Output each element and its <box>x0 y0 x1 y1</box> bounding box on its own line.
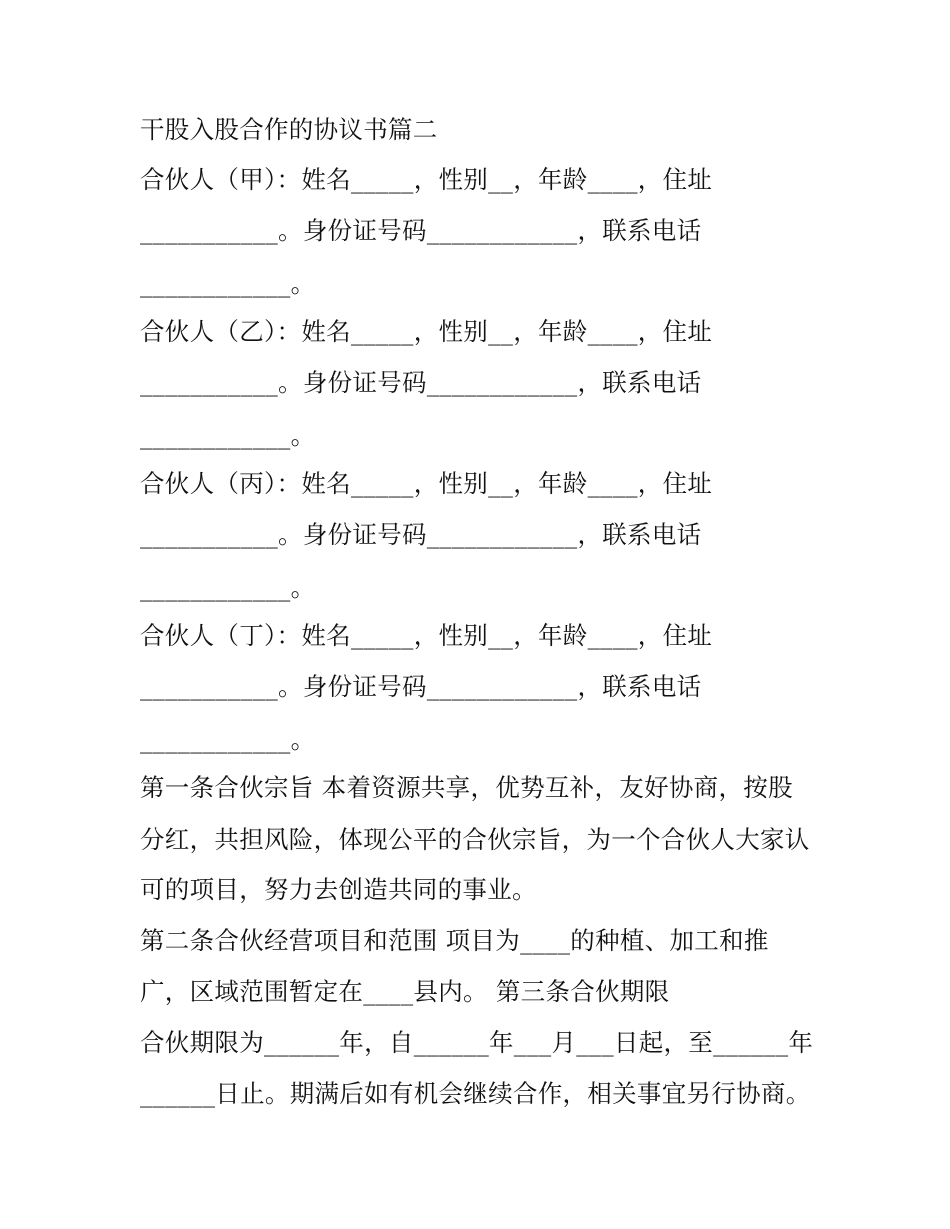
partner-b-line-2: ___________。身份证号码____________，联系电话 <box>140 368 702 397</box>
partner-a-line-2: ___________。身份证号码____________，联系电话 <box>140 216 702 245</box>
clause-line-2: 分红，共担风险，体现公平的合伙宗旨，为一个合伙人大家认 <box>140 825 810 854</box>
document-title: 干股入股合作的协议书篇二 <box>140 115 438 144</box>
clause-line-6: 合伙期限为______年，自______年___月___日起，至______年 <box>140 1028 814 1057</box>
partner-c-line-2: ___________。身份证号码____________，联系电话 <box>140 520 702 549</box>
clause-line-1: 第一条合伙宗旨 本着资源共享，优势互补，友好协商，按股 <box>140 773 793 802</box>
clause-line-3: 可的项目，努力去创造共同的事业。 <box>140 875 537 904</box>
clause-line-5: 广，区域范围暂定在____县内。 第三条合伙期限 <box>140 977 670 1006</box>
partner-b-line-1: 合伙人（乙）：姓名_____，性别__，年龄____，住址 <box>140 317 713 346</box>
partner-d-line-1: 合伙人（丁）：姓名_____，性别__，年龄____，住址 <box>140 621 713 650</box>
partner-a-line-1: 合伙人（甲）：姓名_____，性别__，年龄____，住址 <box>140 165 713 194</box>
partner-c-line-3: ____________。 <box>140 573 316 602</box>
partner-b-line-3: ____________。 <box>140 421 316 450</box>
partner-d-line-3: ____________。 <box>140 725 316 754</box>
partner-d-line-2: ___________。身份证号码____________，联系电话 <box>140 672 702 701</box>
partner-c-line-1: 合伙人（丙）：姓名_____，性别__，年龄____，住址 <box>140 469 713 498</box>
clause-line-4: 第二条合伙经营项目和范围 项目为____的种植、加工和推 <box>140 926 769 955</box>
clause-line-7: ______日止。期满后如有机会继续合作，相关事宜另行协商。 <box>140 1079 811 1108</box>
partner-a-line-3: ____________。 <box>140 269 316 298</box>
